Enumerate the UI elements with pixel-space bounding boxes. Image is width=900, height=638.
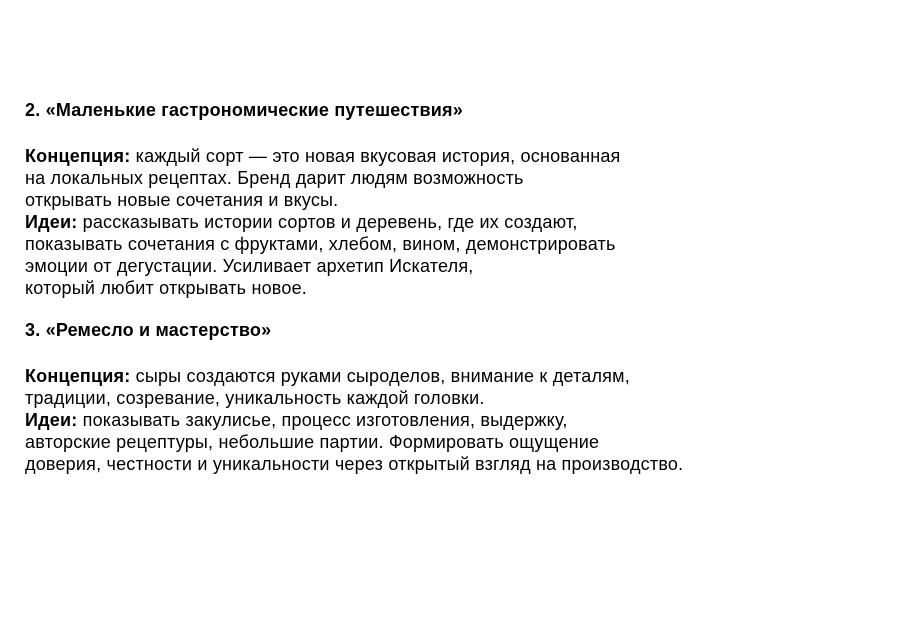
- section-paragraph: [25, 145, 880, 299]
- text-line: [25, 189, 880, 211]
- section-heading: 3. «Ремесло и мастерство»: [25, 320, 272, 340]
- section-heading: 2. «Маленькие гастрономические путешествия»: [25, 100, 463, 120]
- line-text: который любит открывать новое.: [25, 278, 307, 298]
- text-line: [25, 255, 880, 277]
- text-line: [25, 211, 880, 233]
- line-label: Идеи:: [25, 410, 78, 430]
- line-text: показывать сочетания с фруктами, хлебом, вином, демонстрировать: [25, 234, 616, 254]
- section-gastronomic-journeys: [25, 99, 880, 299]
- line-text: на локальных рецептах. Бренд дарит людям возможность: [25, 168, 524, 188]
- text-line: [25, 409, 880, 431]
- line-text: показывать закулисье, процесс изготовления, выдержку,: [77, 410, 568, 430]
- section-paragraph: [25, 365, 880, 475]
- line-text: доверия, честности и уникальности через открытый взгляд на производство.: [25, 454, 684, 474]
- line-text: авторские рецептуры, небольшие партии. Формировать ощущение: [25, 432, 600, 452]
- text-line: [25, 233, 880, 255]
- text-line: [25, 431, 880, 453]
- text-line: [25, 277, 880, 299]
- text-line: [25, 365, 880, 387]
- line-label: Концепция:: [25, 366, 131, 386]
- line-text: каждый сорт — это новая вкусовая история, основанная: [130, 146, 621, 166]
- section-craft-and-mastery: [25, 319, 880, 475]
- text-line: [25, 167, 880, 189]
- line-text: рассказывать истории сортов и деревень, где их создают,: [77, 212, 578, 232]
- text-line: [25, 387, 880, 409]
- line-label: Идеи:: [25, 212, 78, 232]
- line-label: Концепция:: [25, 146, 131, 166]
- line-text: традиции, созревание, уникальность каждой головки.: [25, 388, 485, 408]
- line-text: открывать новые сочетания и вкусы.: [25, 190, 339, 210]
- document-body: [25, 99, 880, 475]
- text-line: [25, 453, 880, 475]
- text-line: [25, 145, 880, 167]
- line-text: сыры создаются руками сыроделов, внимание к деталям,: [130, 366, 630, 386]
- line-text: эмоции от дегустации. Усиливает архетип Искателя,: [25, 256, 474, 276]
